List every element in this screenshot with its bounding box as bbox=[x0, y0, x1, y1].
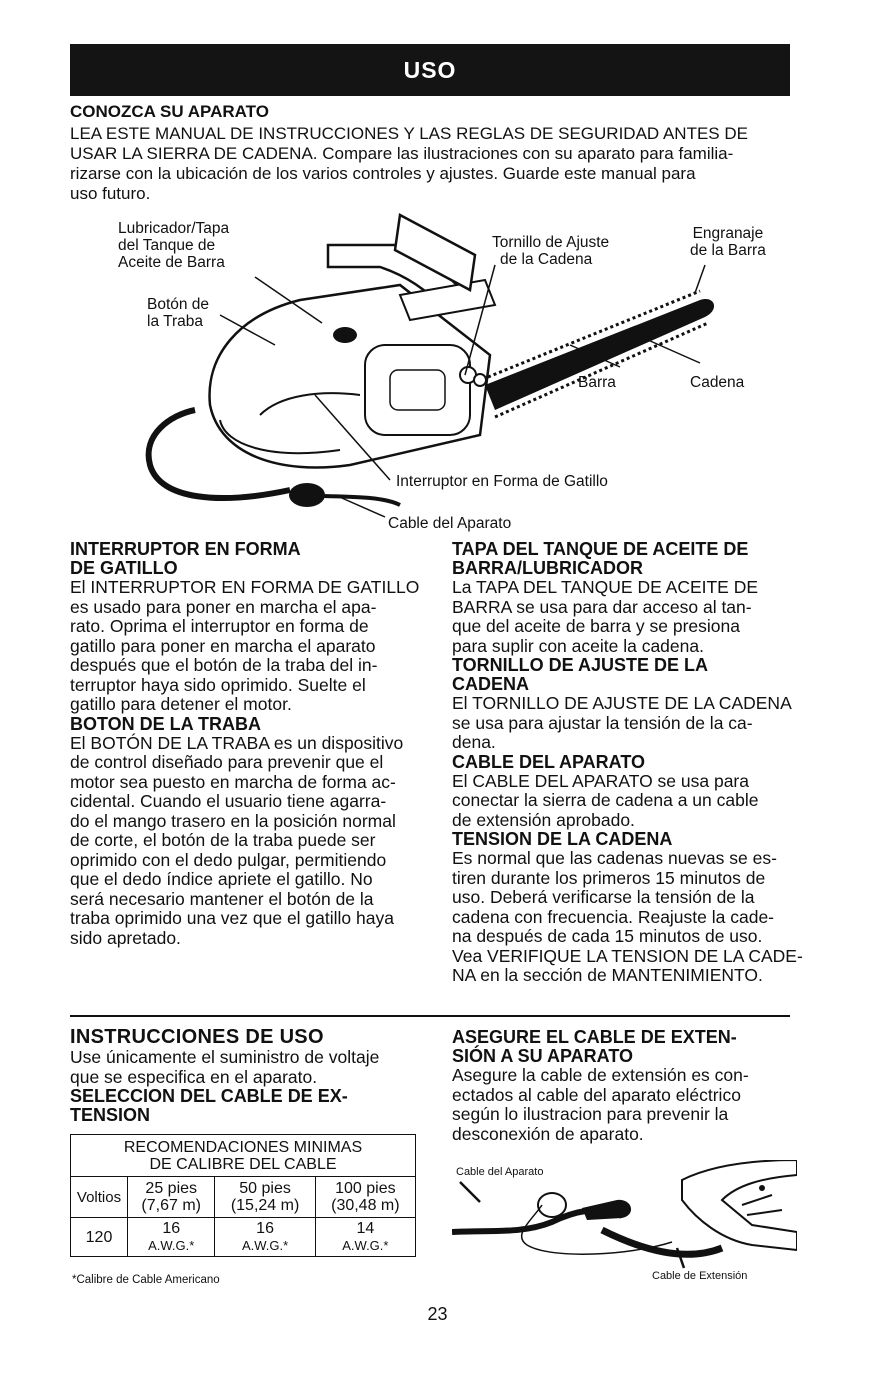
text-line: El TORNILLO DE AJUSTE DE LA CADENA bbox=[452, 693, 792, 713]
secure-section bbox=[452, 1028, 807, 1144]
heading-line: ASEGURE EL CABLE DE EXTEN- bbox=[452, 1027, 737, 1047]
text-line: NA en la sección de MANTENIMIENTO. bbox=[452, 965, 763, 985]
text-line: traba oprimido una vez que el gatillo haya bbox=[70, 908, 394, 928]
text-line: oprimido con el dedo pulgar, permitiendo bbox=[70, 849, 387, 870]
gauge-unit: A.W.G.* bbox=[342, 1238, 389, 1253]
gauge-unit: A.W.G.* bbox=[148, 1238, 195, 1253]
heading-line: CADENA bbox=[452, 674, 530, 694]
text-line: El INTERRUPTOR EN FORMA DE GATILLO bbox=[70, 577, 420, 597]
text-line: conectar la sierra de cadena a un cable bbox=[452, 790, 759, 810]
text-line: terruptor haya sido oprimido. Suelte el bbox=[70, 674, 366, 695]
label-line: Lubricador/Tapa bbox=[118, 220, 230, 237]
table-title-line: RECOMENDACIONES MINIMAS bbox=[123, 1139, 363, 1156]
text-line: será necesario mantener el botón de la bbox=[70, 888, 374, 909]
label-line: la Traba bbox=[147, 313, 204, 330]
heading-line: SELECCION DEL CABLE DE EX- bbox=[70, 1086, 348, 1106]
tension-heading: TENSION DE LA CADENA bbox=[452, 829, 673, 849]
screw-heading bbox=[452, 656, 807, 694]
text-line: sido apretado. bbox=[70, 927, 181, 948]
text-line: El BOTÓN DE LA TRABA es un dispositivo bbox=[70, 732, 404, 753]
gauge-cell bbox=[315, 1218, 415, 1257]
row-header-voltios: Voltios bbox=[71, 1177, 128, 1218]
table-title bbox=[71, 1135, 416, 1177]
text-line: ectados al cable del aparato eléctrico bbox=[452, 1084, 741, 1105]
left-column bbox=[70, 540, 425, 948]
text-line: Vea VERIFIQUE LA TENSION DE LA CADE- bbox=[452, 945, 803, 966]
text-line: tiren durante los primeros 15 minutos de bbox=[452, 867, 766, 888]
screw-text bbox=[452, 694, 807, 753]
saw-handle-outline bbox=[682, 1160, 797, 1250]
gauge-unit: A.W.G.* bbox=[241, 1238, 289, 1253]
text-line: El CABLE DEL APARATO se usa para bbox=[452, 770, 749, 791]
text-line: después que el botón de la traba del in- bbox=[70, 655, 378, 675]
text-line: Use únicamente el suministro de voltaje bbox=[70, 1047, 380, 1067]
length-ft: 25 pies bbox=[145, 1180, 198, 1197]
label-line: Botón de bbox=[147, 296, 210, 313]
section-divider bbox=[70, 1015, 790, 1017]
text-line: que el dedo índice apriete el gatillo. No bbox=[70, 869, 373, 889]
text-line: La TAPA DEL TANQUE DE ACEITE DE bbox=[452, 577, 759, 597]
intro-heading: CONOZCA SU APARATO bbox=[70, 102, 269, 121]
intro-line: LEA ESTE MANUAL DE INSTRUCCIONES Y LAS REGLAS DE SEGURIDAD ANTES DE bbox=[70, 124, 748, 143]
text-line: rato. Oprima el interruptor en forma de bbox=[70, 616, 369, 636]
text-line: cadena con frecuencia. Reajuste la cade- bbox=[452, 906, 775, 927]
gauge-cell bbox=[215, 1218, 315, 1257]
length-m: (30,48 m) bbox=[331, 1197, 400, 1214]
heading-line: DE GATILLO bbox=[70, 558, 178, 578]
instructions-text bbox=[70, 1048, 430, 1087]
text-line: se usa para ajustar la tensión de la ca- bbox=[452, 712, 753, 733]
label-line: Aceite de Barra bbox=[118, 254, 225, 271]
label-line: del Tanque de bbox=[118, 237, 216, 254]
oil-text bbox=[452, 578, 807, 656]
text-line: do el mango trasero en la posición normal bbox=[70, 810, 396, 831]
secure-heading bbox=[452, 1028, 807, 1066]
text-line: BARRA se usa para dar acceso al tan- bbox=[452, 596, 752, 617]
label-extension-cable: Cable de Extensión bbox=[652, 1270, 748, 1282]
gauge-cell bbox=[128, 1218, 215, 1257]
label-line: Engranaje bbox=[692, 225, 764, 242]
label-chain: Cadena bbox=[690, 374, 745, 391]
length-cell bbox=[128, 1177, 215, 1218]
heading-line: TORNILLO DE AJUSTE DE LA bbox=[452, 655, 709, 675]
length-m: (7,67 m) bbox=[141, 1197, 201, 1214]
extension-cord bbox=[602, 1230, 722, 1254]
length-cell bbox=[315, 1177, 415, 1218]
text-line: uso. Deberá verificarse la tensión de la bbox=[452, 887, 755, 907]
table-footnote: *Calibre de Cable Americano bbox=[72, 1274, 220, 1286]
label-line: de la Barra bbox=[690, 242, 766, 259]
heading-line: TENSION bbox=[70, 1105, 151, 1125]
trigger-text bbox=[70, 578, 425, 715]
text-line: gatillo para poner en marcha el aparato bbox=[70, 635, 376, 656]
length-cell bbox=[215, 1177, 315, 1218]
label-lubricator bbox=[118, 220, 229, 271]
length-m: (15,24 m) bbox=[230, 1197, 300, 1214]
length-ft: 50 pies bbox=[239, 1180, 291, 1197]
heading-line: BARRA/LUBRICADOR bbox=[452, 558, 643, 578]
label-adjust-screw bbox=[492, 234, 609, 268]
intro-line: uso futuro. bbox=[70, 184, 151, 203]
text-line: gatillo para detener el motor. bbox=[70, 694, 292, 714]
label-line: de la Cadena bbox=[500, 251, 593, 268]
cable-plug bbox=[289, 483, 325, 507]
oil-heading bbox=[452, 540, 807, 578]
extension-plug bbox=[582, 1200, 631, 1220]
text-line: na después de cada 15 minutos de uso. bbox=[452, 926, 763, 946]
heading-line: SIÓN A SU APARATO bbox=[452, 1046, 634, 1066]
lock-text bbox=[70, 734, 425, 949]
gauge-number: 16 bbox=[162, 1220, 181, 1237]
text-line: según lo ilustracion para prevenir la bbox=[452, 1104, 729, 1124]
right-column bbox=[452, 540, 807, 986]
label-appliance-cable: Cable del Aparato bbox=[456, 1166, 544, 1178]
text-line: de corte, el botón de la traba puede ser bbox=[70, 830, 376, 850]
text-line: que se especifica en el aparato. bbox=[70, 1066, 318, 1087]
length-ft: 100 pies bbox=[335, 1180, 396, 1197]
cable-text bbox=[452, 772, 807, 831]
text-line: que del aceite de barra y se presiona bbox=[452, 616, 740, 636]
selection-heading bbox=[70, 1087, 430, 1125]
trigger-heading bbox=[70, 540, 425, 578]
text-line: de control diseñado para prevenir que el bbox=[70, 752, 384, 772]
instructions-heading: INSTRUCCIONES DE USO bbox=[70, 1026, 324, 1048]
text-line: cidental. Cuando el usuario tiene agarra- bbox=[70, 791, 387, 811]
intro-line: USAR LA SIERRA DE CADENA. Compare las ilustraciones con su aparato para familia- bbox=[70, 144, 734, 163]
label-line: Tornillo de Ajuste bbox=[492, 234, 610, 251]
text-line: Asegure la cable de extensión es con- bbox=[452, 1065, 749, 1085]
tension-text bbox=[452, 849, 807, 986]
text-line: dena. bbox=[452, 732, 496, 752]
cable-gauge-table bbox=[70, 1134, 416, 1257]
heading-line: TAPA DEL TANQUE DE ACEITE DE bbox=[452, 539, 749, 559]
text-line: de extensión aprobado. bbox=[452, 809, 635, 830]
label-cable: Cable del Aparato bbox=[388, 515, 512, 532]
label-trigger: Interruptor en Forma de Gatillo bbox=[396, 473, 608, 490]
gauge-number: 16 bbox=[256, 1220, 274, 1237]
lock-heading: BOTON DE LA TRABA bbox=[70, 713, 261, 734]
text-line: para suplir con aceite la cadena. bbox=[452, 635, 704, 656]
intro-text bbox=[70, 124, 810, 204]
arrow-appliance-cord bbox=[460, 1182, 480, 1202]
heading-line: INTERRUPTOR EN FORMA bbox=[70, 539, 301, 559]
table-title-line: DE CALIBRE DEL CABLE bbox=[149, 1156, 337, 1173]
label-lock-button bbox=[147, 296, 209, 330]
label-sprocket bbox=[690, 225, 766, 259]
text-line: es usado para poner en marcha el apa- bbox=[70, 596, 377, 617]
voltage-cell: 120 bbox=[71, 1218, 128, 1257]
gauge-number: 14 bbox=[356, 1220, 375, 1237]
section-banner: USO bbox=[70, 44, 790, 96]
secure-text bbox=[452, 1066, 807, 1144]
text-line: desconexión de aparato. bbox=[452, 1123, 644, 1144]
text-line: Es normal que las cadenas nuevas se es- bbox=[452, 848, 777, 868]
cable-heading: CABLE DEL APARATO bbox=[452, 751, 646, 772]
appliance-plug bbox=[538, 1193, 566, 1217]
oil-cap bbox=[333, 327, 357, 343]
page-number: 23 bbox=[427, 1304, 448, 1324]
text-line: motor sea puesto en marcha de forma ac- bbox=[70, 771, 396, 792]
intro-line: rizarse con la ubicación de los varios controles y ajustes. Guarde este manual para bbox=[70, 164, 696, 183]
label-bar: Barra bbox=[578, 374, 616, 391]
instructions-section bbox=[70, 1026, 430, 1125]
